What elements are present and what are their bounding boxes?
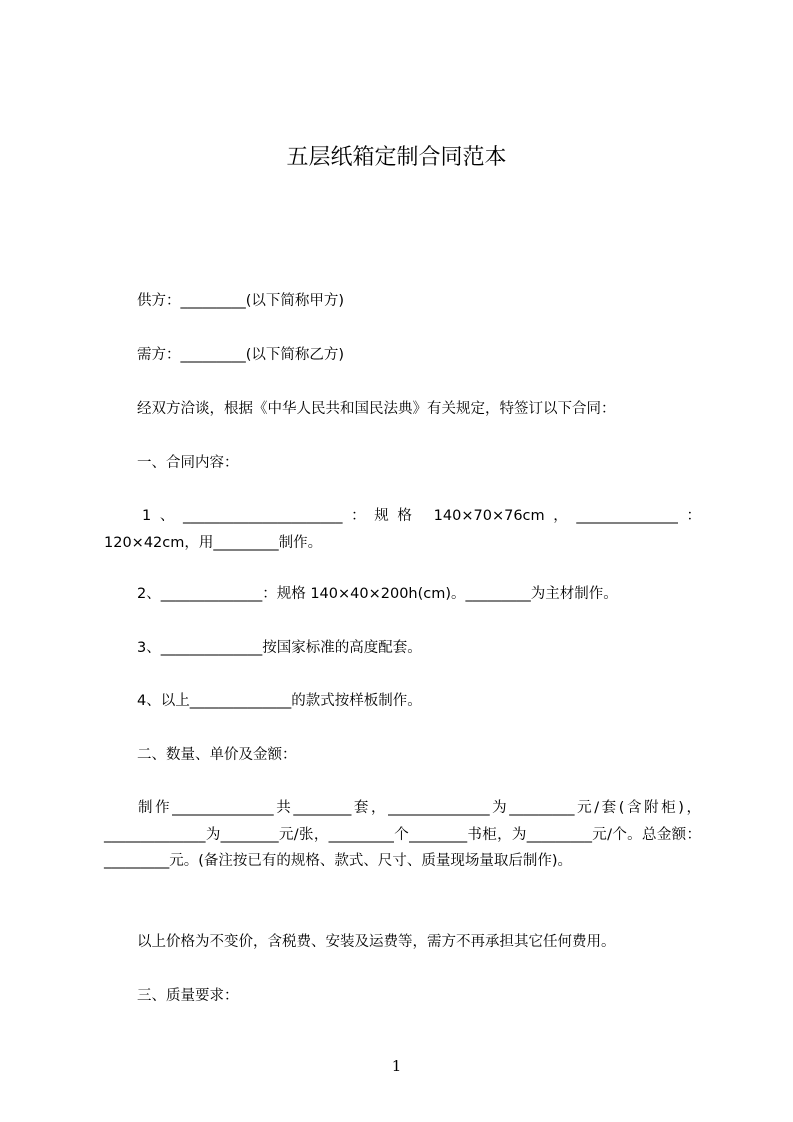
section2-heading: 二、数量、单价及金额： <box>137 747 297 763</box>
document-title: 五层纸箱定制合同范本 <box>286 145 507 170</box>
buyer-line: 需方：_________(以下简称乙方) <box>137 347 345 363</box>
price-note: 以上价格为不变价，含税费、安装及运费等，需方不再承担其它任何费用。 <box>137 934 616 950</box>
section3-heading: 三、质量要求： <box>137 988 239 1004</box>
supplier-line: 供方：_________(以下简称甲方) <box>137 293 345 309</box>
preamble-paragraph: 经双方洽谈，根据《中华人民共和国民法典》有关规定，特签订以下合同： <box>137 401 616 417</box>
page-number: 1 <box>391 1057 402 1075</box>
quantity-price-paragraph: 制作______________共________套，______________为_________元/套(含附柜)，______________为________元/张，_________个________书柜，为_________元/个。总金额：_________元。(备注按已有的规格、款式、尺寸、质量现场量取后制作)。 <box>104 800 701 869</box>
contract-item-1: 1、______________________：规格 140×70×76cm，______________：120×42cm，用_________制作。 <box>104 508 701 551</box>
contract-item-4: 4、以上______________的款式按样板制作。 <box>137 693 422 709</box>
contract-item-2: 2、______________：规格 140×40×200h(cm)。_________为主材制作。 <box>137 586 618 602</box>
contract-item-3: 3、______________按国家标准的高度配套。 <box>137 640 422 656</box>
section1-heading: 一、合同内容： <box>137 455 239 471</box>
